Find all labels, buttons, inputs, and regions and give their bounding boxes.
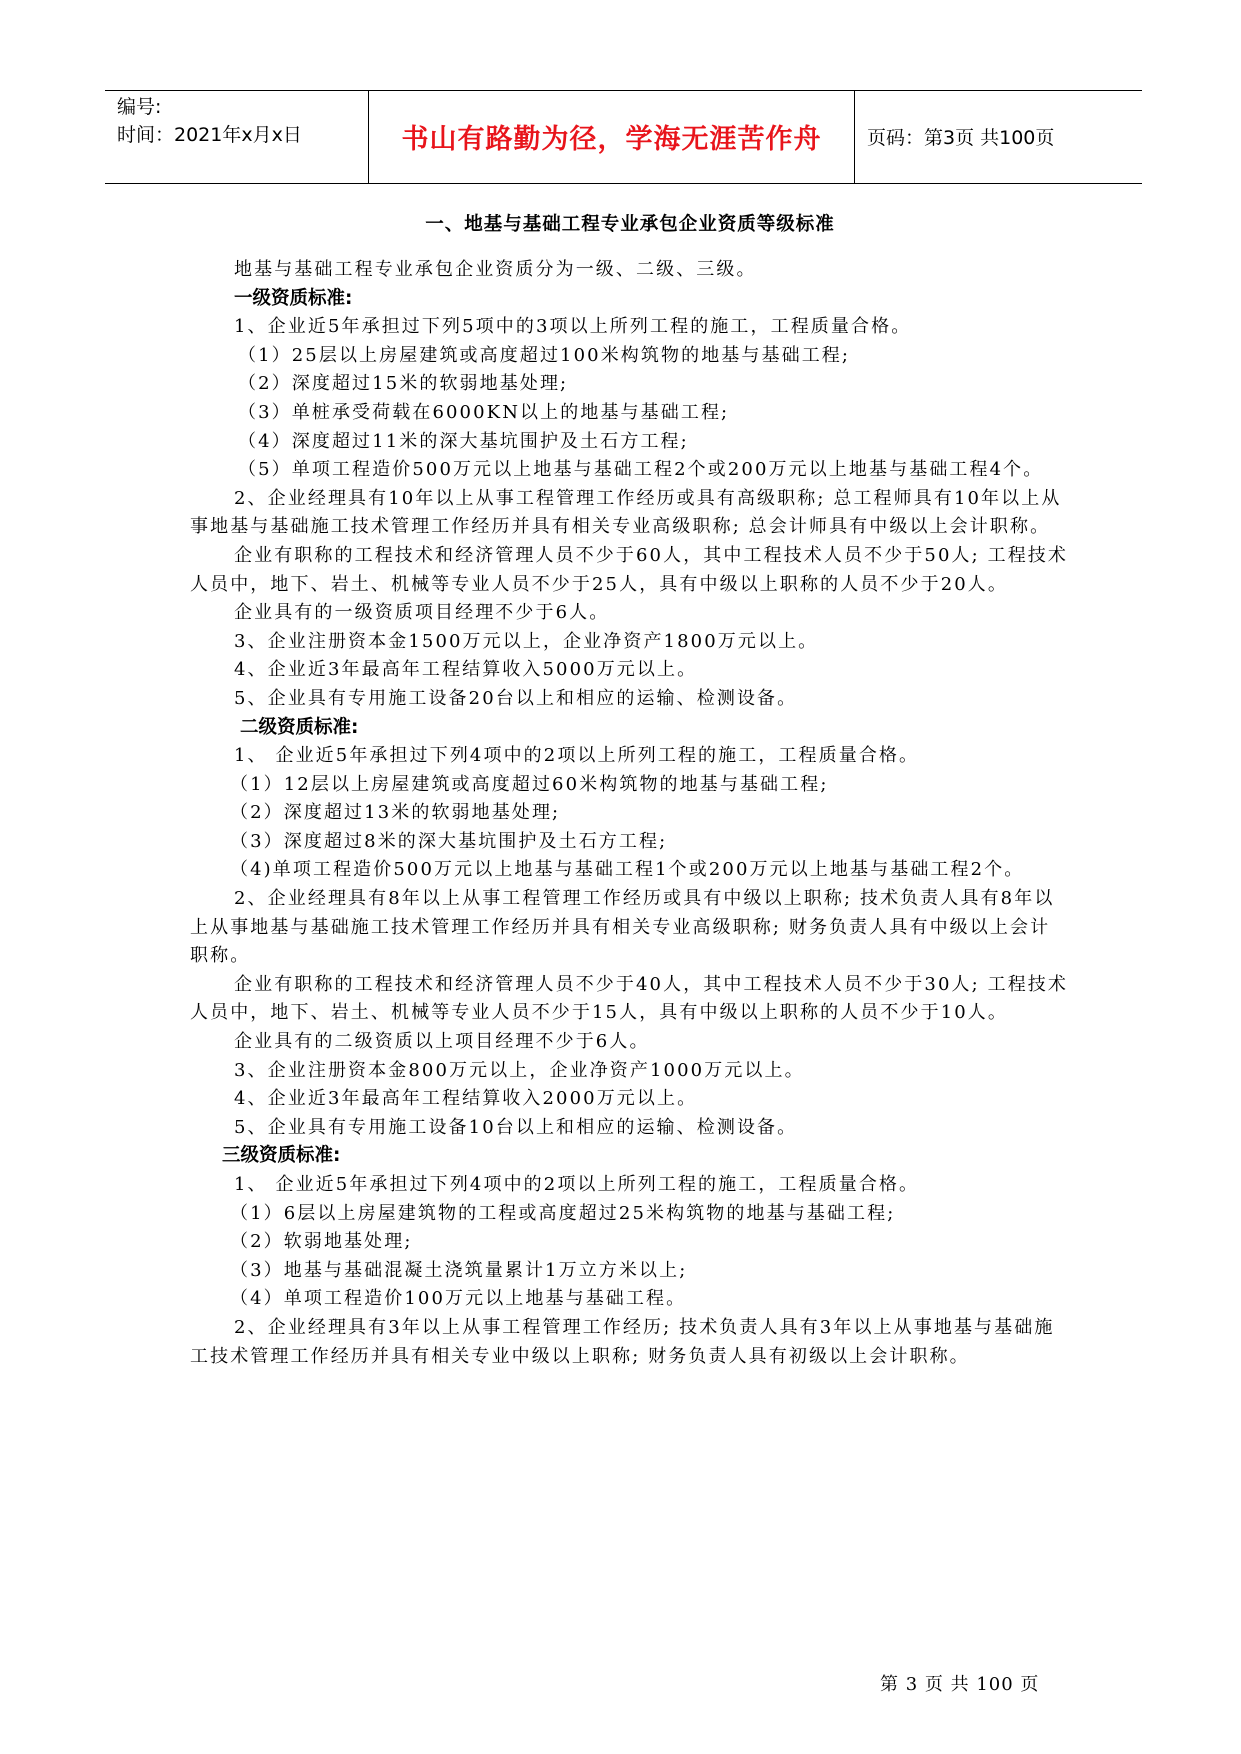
grade2-item-3: 3、企业注册资本金800万元以上，企业净资产1000万元以上。 xyxy=(234,1059,805,1081)
grade3-item-2: 2、企业经理具有3年以上从事工程管理工作经历; 技术负责人具有3年以上从事地基与基础施工技术管理工作经历并具有相关专业中级以上职称; 财务负责人具有初级以上会计职称。 xyxy=(190,1316,1055,1367)
time-label: 时间：2021年x月x日 xyxy=(117,124,302,146)
grade3-sub-4: （4）单项工程造价100万元以上地基与基础工程。 xyxy=(230,1288,687,1310)
document-header xyxy=(105,90,1142,184)
header-motto: 书山有路勤为径，学海无涯苦作舟 xyxy=(401,124,822,155)
grade1-item-5: 5、企业具有专用施工设备20台以上和相应的运输、检测设备。 xyxy=(234,687,798,709)
grade1-sub-5: （5）单项工程造价500万元以上地基与基础工程2个或200万元以上地基与基础工程4个。 xyxy=(238,459,1044,481)
grade1-item-2: 2、企业经理具有10年以上从事工程管理工作经历或具有高级职称; 总工程师具有10年以上从事地基与基础施工技术管理工作经历并具有相关专业高级职称; 总会计师具有中级以上会计职称。 xyxy=(190,487,1062,538)
number-label: 编号: xyxy=(117,96,162,118)
grade2-item-2: 2、企业经理具有8年以上从事工程管理工作经历或具有中级以上职称; 技术负责人具有8年以上从事地基与基础施工技术管理工作经历并具有相关专业高级职称; 财务负责人具有中级以上会计职称。 xyxy=(190,888,1055,967)
grade1-sub-4: （4）深度超过11米的深大基坑围护及土石方工程; xyxy=(238,430,689,452)
grade1-item-4: 4、企业近3年最高年工程结算收入5000万元以上。 xyxy=(234,659,698,681)
grade2-sub-3: （3）深度超过8米的深大基坑围护及土石方工程; xyxy=(230,830,668,852)
grade1-sub-2: （2）深度超过15米的软弱地基处理; xyxy=(238,373,569,395)
header-divider xyxy=(854,91,855,183)
grade1-sub-3: （3）单桩承受荷载在6000KN以上的地基与基础工程; xyxy=(238,401,730,423)
grade1-pm: 企业具有的一级资质项目经理不少于6人。 xyxy=(234,602,610,624)
grade2-sub-2: （2）深度超过13米的软弱地基处理; xyxy=(230,802,561,824)
grade1-sub-1: （1）25层以上房屋建筑或高度超过100米构筑物的地基与基础工程; xyxy=(238,344,851,366)
grade3-heading: 三级资质标准: xyxy=(222,1145,341,1167)
page-footer: 第 3 页 共 100 页 xyxy=(880,1674,1040,1695)
grade1-staff: 企业有职称的工程技术和经济管理人员不少于60人，其中工程技术人员不少于50人; 工程技术人员中，地下、岩土、机械等专业人员不少于25人，具有中级以上职称的人员不少于20人。 xyxy=(190,544,1068,595)
grade2-item-4: 4、企业近3年最高年工程结算收入2000万元以上。 xyxy=(234,1088,698,1110)
grade2-item-5: 5、企业具有专用施工设备10台以上和相应的运输、检测设备。 xyxy=(234,1116,798,1138)
grade2-sub-4: （4)单项工程造价500万元以上地基与基础工程1个或200万元以上地基与基础工程2个。 xyxy=(230,859,1025,881)
grade1-item-1: 1、企业近5年承担过下列5项中的3项以上所列工程的施工，工程质量合格。 xyxy=(234,316,912,338)
document-title: 一、地基与基础工程专业承包企业资质等级标准 xyxy=(425,214,835,235)
grade1-heading: 一级资质标准: xyxy=(234,287,353,309)
header-divider xyxy=(368,91,369,183)
grade3-sub-2: （2）软弱地基处理; xyxy=(230,1231,413,1253)
grade2-heading: 二级资质标准: xyxy=(240,716,359,738)
grade1-item-3: 3、企业注册资本金1500万元以上，企业净资产1800万元以上。 xyxy=(234,630,819,652)
grade2-sub-1: （1）12层以上房屋建筑或高度超过60米构筑物的地基与基础工程; xyxy=(230,773,829,795)
grade3-sub-1: （1）6层以上房屋建筑物的工程或高度超过25米构筑物的地基与基础工程; xyxy=(230,1202,896,1224)
grade2-item-1: 1、 企业近5年承担过下列4项中的2项以上所列工程的施工，工程质量合格。 xyxy=(234,745,920,767)
grade3-item-1: 1、 企业近5年承担过下列4项中的2项以上所列工程的施工，工程质量合格。 xyxy=(234,1174,920,1195)
document-body xyxy=(190,206,1070,1371)
grade2-staff: 企业有职称的工程技术和经济管理人员不少于40人，其中工程技术人员不少于30人; 工程技术人员中，地下、岩土、机械等专业人员不少于15人，具有中级以上职称的人员不少于10人。 xyxy=(190,973,1068,1024)
grade3-sub-3: （3）地基与基础混凝土浇筑量累计1万立方米以上; xyxy=(230,1259,688,1281)
header-page-code: 页码：第3页 共100页 xyxy=(867,127,1055,149)
header-meta xyxy=(117,93,367,149)
intro-paragraph: 地基与基础工程专业承包企业资质分为一级、二级、三级。 xyxy=(234,259,757,280)
grade2-pm: 企业具有的二级资质以上项目经理不少于6人。 xyxy=(234,1031,650,1053)
